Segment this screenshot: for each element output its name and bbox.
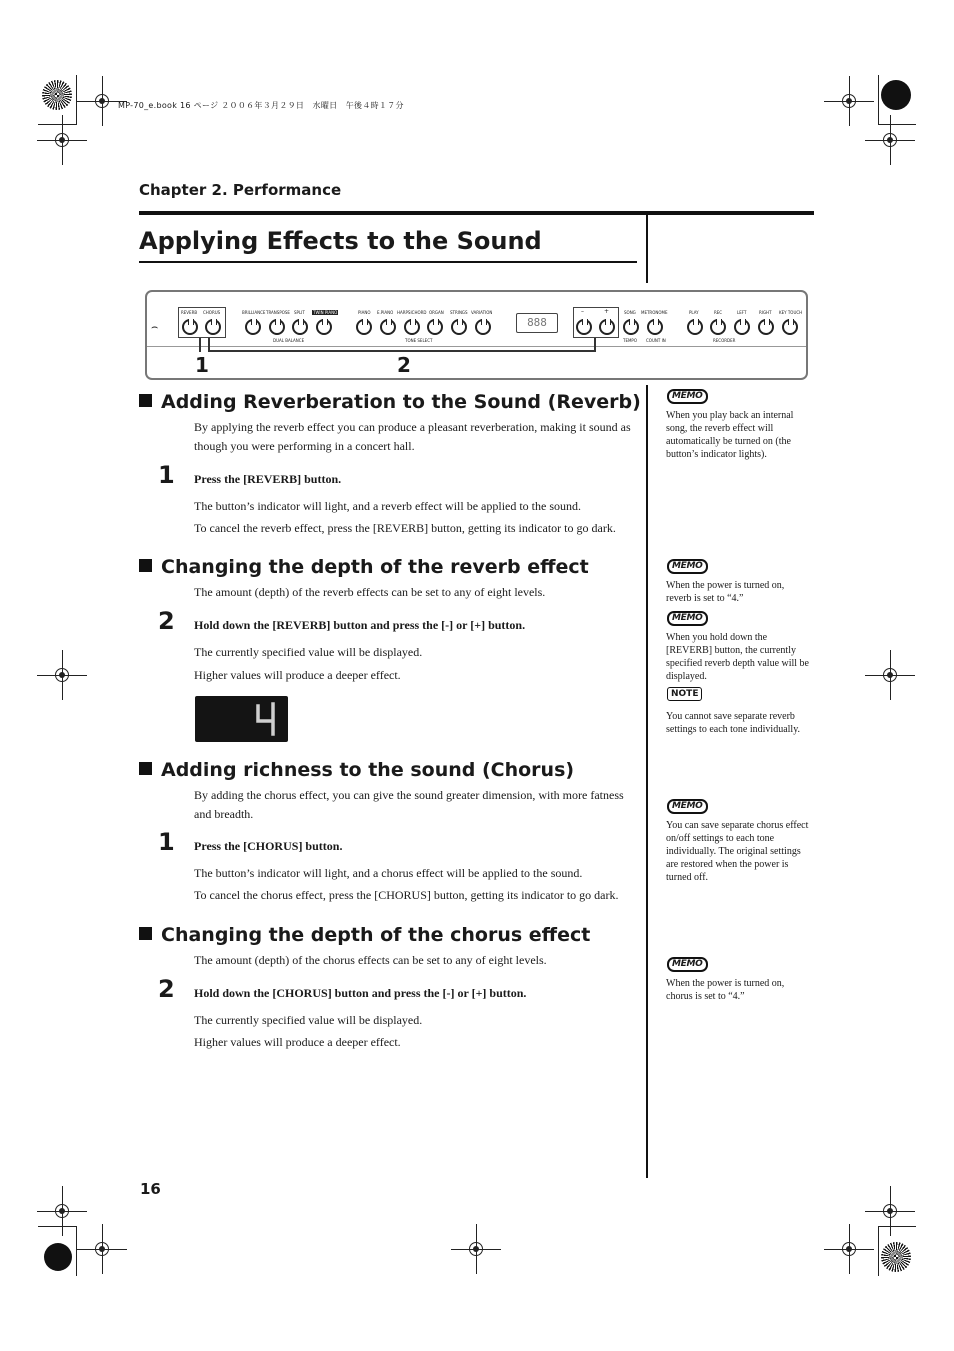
step-number: 1 <box>158 828 175 856</box>
brilliance-label: BRILLIANCE <box>242 310 266 315</box>
panel-lcd: 888 <box>516 313 558 333</box>
key-touch-label: KEY TOUCH <box>779 310 803 315</box>
crosshair-mark <box>51 1200 73 1222</box>
tone-select-label: TONE SELECT <box>405 338 433 343</box>
panel-divider <box>147 346 806 347</box>
registration-star-top-right <box>881 80 911 110</box>
callout-line-1 <box>199 338 201 352</box>
brilliance-button[interactable] <box>245 319 261 335</box>
tempo-label: TEMPO <box>623 338 637 343</box>
memo-text: When you hold down the [REVERB] button, the currently specified reverb depth value will be displayed. <box>666 632 809 682</box>
recorder-label: RECORDER <box>713 338 736 343</box>
variation-button[interactable] <box>475 319 491 335</box>
note-text: You cannot save separate reverb settings to each tone individually. <box>666 711 801 735</box>
page-title: Applying Effects to the Sound <box>139 227 542 255</box>
dual-balance-label: DUAL BALANCE <box>273 338 305 343</box>
minus-label: – <box>581 308 584 315</box>
minus-button[interactable] <box>576 319 592 335</box>
body-text: Higher values will produce a deeper effect. <box>194 1035 401 1049</box>
memo-icon: MEMO <box>667 957 708 972</box>
reverb-button[interactable] <box>182 319 198 335</box>
crosshair-mark <box>91 1238 113 1260</box>
body-text: To cancel the reverb effect, press the [REVERB] button, getting its indicator to go dark. <box>194 521 616 535</box>
body-text: The currently specified value will be displayed. <box>194 645 423 659</box>
top-rule <box>139 211 814 215</box>
memo-icon: MEMO <box>667 389 708 404</box>
split-label: SPLIT <box>294 310 305 315</box>
epiano-button[interactable] <box>380 319 396 335</box>
callout-number-2: 2 <box>397 353 411 377</box>
memo-text: When you play back an internal song, the reverb effect will automatically be turned on (the button’s indicator lights). <box>666 410 794 460</box>
body-text: The button’s indicator will light, and a reverb effect will be applied to the sound. <box>194 499 582 513</box>
crop-mark <box>878 1226 916 1227</box>
book-meta-line: MP-70_e.book 16 ページ ２００６年３月２９日 水曜日 午後４時１７分 <box>118 101 404 110</box>
crosshair-mark <box>51 129 73 151</box>
reverb-label: REVERB <box>181 310 198 315</box>
harpsichord-button[interactable] <box>404 319 420 335</box>
plus-button[interactable] <box>599 319 615 335</box>
crosshair-mark <box>91 90 113 112</box>
song-button[interactable] <box>623 319 639 335</box>
step-instruction: Press the [CHORUS] button. <box>194 839 343 853</box>
title-underline <box>139 261 637 263</box>
chapter-heading: Chapter 2. Performance <box>139 181 342 199</box>
variation-label: VARIATION <box>471 310 493 315</box>
section-heading-chorus-depth: Changing the depth of the chorus effect <box>139 924 590 946</box>
twin-piano-label: TWIN PIANO <box>313 310 338 315</box>
registration-star-top-left <box>42 80 72 110</box>
crop-mark <box>878 124 916 125</box>
crop-mark <box>878 1226 879 1276</box>
column-divider <box>646 385 648 1178</box>
page-number: 16 <box>140 1180 161 1198</box>
play-button[interactable] <box>687 319 703 335</box>
crosshair-mark <box>879 129 901 151</box>
right-button[interactable] <box>758 319 774 335</box>
count-in-label: COUNT IN <box>646 338 666 343</box>
strings-label: STRINGS <box>450 310 468 315</box>
metronome-button[interactable] <box>647 319 663 335</box>
section-intro-chorus: By adding the chorus effect, you can give the sound greater dimension, with more fatness and breadth. <box>194 788 624 821</box>
step-instruction: Hold down the [REVERB] button and press the [-] or [+] button. <box>194 618 526 632</box>
lcd-display <box>195 696 288 742</box>
control-panel-illustration <box>145 290 808 380</box>
callout-number-1: 1 <box>195 353 209 377</box>
rec-label: REC <box>714 310 723 315</box>
step-number: 1 <box>158 461 175 489</box>
crosshair-mark <box>51 664 73 686</box>
body-text: The button’s indicator will light, and a chorus effect will be applied to the sound. <box>194 866 583 880</box>
metronome-label: METRONOME <box>641 310 668 315</box>
headphone-icon: ⌢ <box>151 320 159 333</box>
strings-button[interactable] <box>451 319 467 335</box>
column-rule-top <box>646 215 648 283</box>
crosshair-mark <box>465 1238 487 1260</box>
left-label: LEFT <box>737 310 747 315</box>
rec-button[interactable] <box>710 319 726 335</box>
piano-label: PIANO <box>358 310 371 315</box>
body-text: To cancel the chorus effect, press the [CHORUS] button, getting its indicator to go dark. <box>194 888 619 902</box>
chorus-button[interactable] <box>205 319 221 335</box>
song-label: SONG <box>624 310 636 315</box>
memo-icon: MEMO <box>667 559 708 574</box>
transpose-button[interactable] <box>269 319 285 335</box>
body-text: The currently specified value will be displayed. <box>194 1013 423 1027</box>
section-heading-chorus: Adding richness to the sound (Chorus) <box>139 759 574 781</box>
step-number: 2 <box>158 607 175 635</box>
crop-mark <box>38 124 76 125</box>
section-intro-reverb-depth: The amount (depth) of the reverb effects can be set to any of eight levels. <box>194 585 546 599</box>
key-touch-button[interactable] <box>782 319 798 335</box>
memo-text: When the power is turned on, chorus is set to “4.” <box>666 978 785 1002</box>
crop-mark <box>76 1226 77 1276</box>
memo-text: When the power is turned on, reverb is set to “4.” <box>666 580 785 604</box>
callout-bracket <box>208 350 596 352</box>
section-intro-reverb: By applying the reverb effect you can produce a pleasant reverberation, making it sound as though you were performing in a concert hall. <box>194 420 631 453</box>
plus-label: + <box>604 308 610 315</box>
crosshair-mark <box>879 1200 901 1222</box>
section-heading-reverb: Adding Reverberation to the Sound (Reverb) <box>139 391 641 413</box>
harpsichord-label: HARPSICHORD <box>397 310 427 315</box>
chorus-label: CHORUS <box>203 310 221 315</box>
registration-dot-bottom-left <box>44 1243 72 1271</box>
memo-icon: MEMO <box>667 611 708 626</box>
section-heading-reverb-depth: Changing the depth of the reverb effect <box>139 556 589 578</box>
play-label: PLAY <box>689 310 699 315</box>
organ-button[interactable] <box>427 319 443 335</box>
step-number: 2 <box>158 975 175 1003</box>
crosshair-mark <box>879 664 901 686</box>
memo-text: You can save separate chorus effect on/off settings to each tone individually. The original settings are restored when the power is turned off. <box>666 820 809 883</box>
memo-icon: MEMO <box>667 799 708 814</box>
left-button[interactable] <box>734 319 750 335</box>
right-label: RIGHT <box>759 310 772 315</box>
registration-star-bottom-right <box>881 1242 911 1272</box>
callout-bracket-end <box>594 338 596 351</box>
split-button[interactable] <box>292 319 308 335</box>
lcd-digit <box>195 696 288 742</box>
section-intro-chorus-depth: The amount (depth) of the chorus effects can be set to any of eight levels. <box>194 953 547 967</box>
crosshair-mark <box>838 1238 860 1260</box>
transpose-label: TRANSPOSE <box>266 310 290 315</box>
crop-mark <box>878 75 879 125</box>
crop-mark <box>38 1226 76 1227</box>
step-instruction: Press the [REVERB] button. <box>194 472 342 486</box>
organ-label: ORGAN <box>429 310 444 315</box>
crop-mark <box>76 75 77 125</box>
epiano-label: E.PIANO <box>377 310 394 315</box>
piano-button[interactable] <box>356 319 372 335</box>
step-instruction: Hold down the [CHORUS] button and press the [-] or [+] button. <box>194 986 527 1000</box>
note-icon: NOTE <box>667 687 702 701</box>
crosshair-mark <box>838 90 860 112</box>
twin-piano-button[interactable] <box>316 319 332 335</box>
body-text: Higher values will produce a deeper effect. <box>194 668 401 682</box>
